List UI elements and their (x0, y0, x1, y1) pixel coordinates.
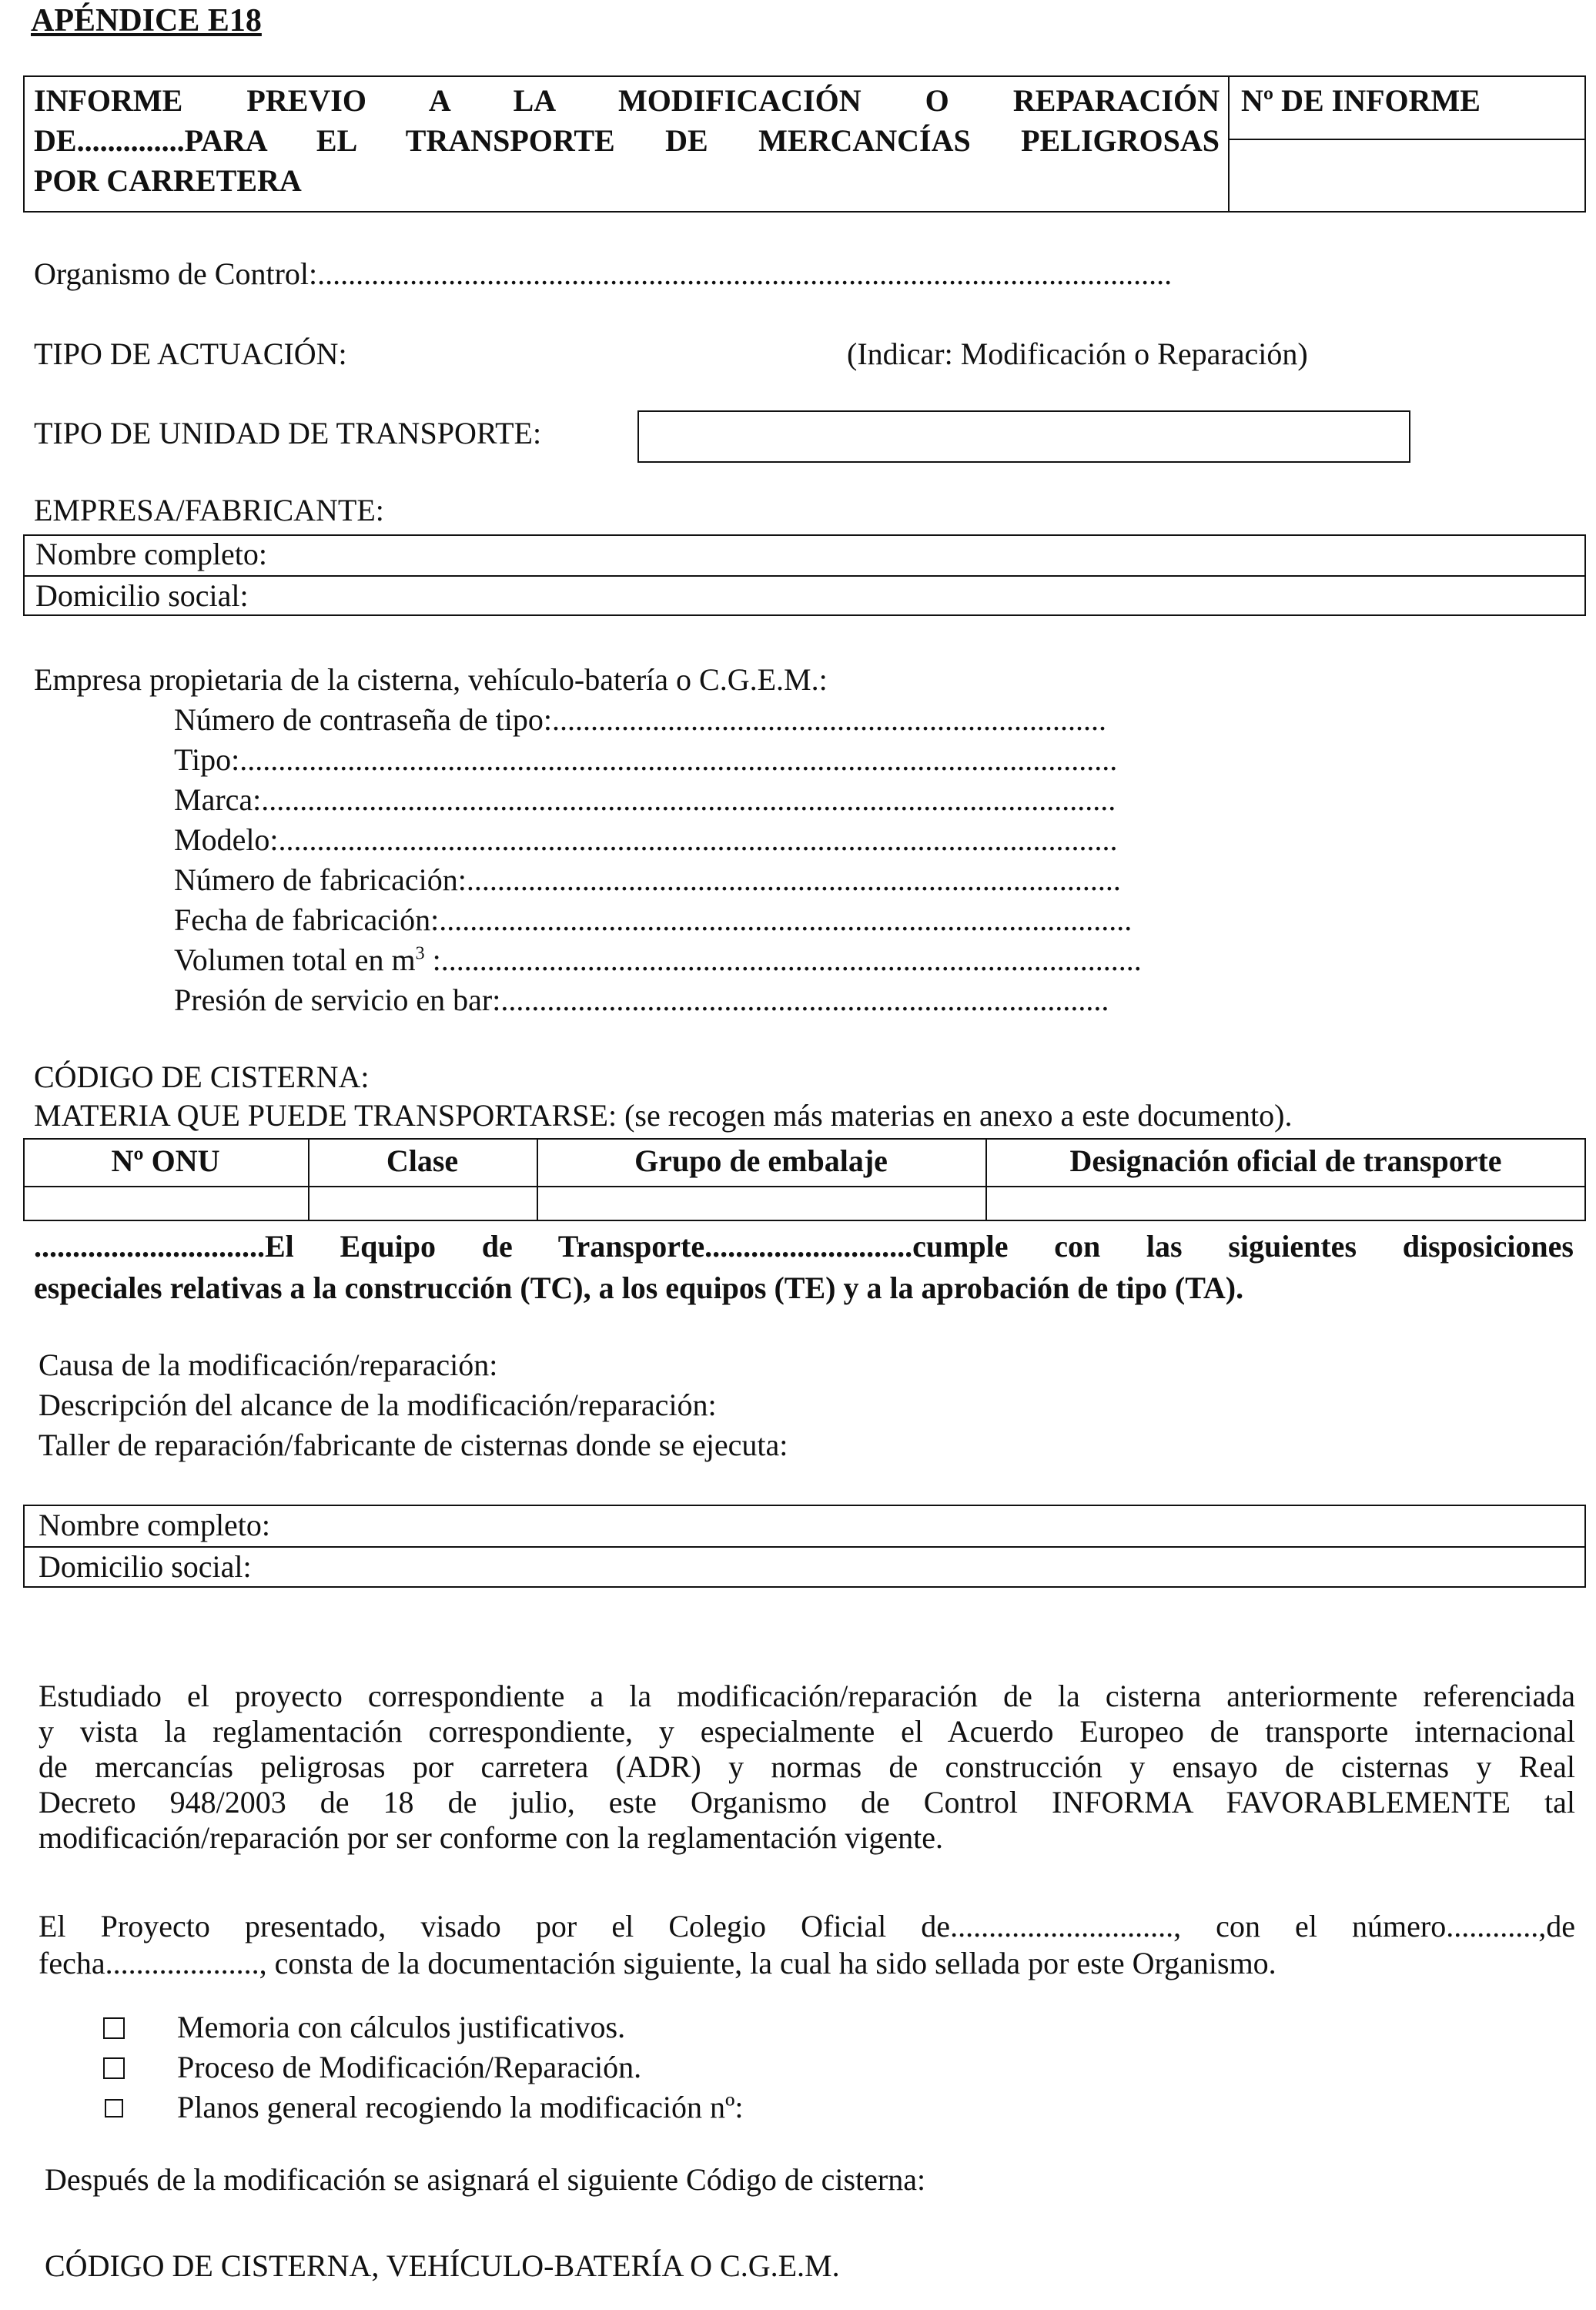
tipo-unidad-input[interactable] (637, 410, 1410, 463)
proyecto-paragraph (38, 1908, 1575, 1982)
checklist-planos-label: Planos general recogiendo la modificación nº: (177, 2090, 744, 2124)
tipo-field: Tipo:.................................................................................................................. (174, 742, 1118, 777)
materia-header-grupo: Grupo de embalaje (634, 1143, 888, 1178)
empresa-domicilio-label: Domicilio social: (35, 578, 249, 613)
final-codigo-line: CÓDIGO DE CISTERNA, VEHÍCULO-BATERÍA O C.G.E.M. (45, 2248, 840, 2283)
codigo-cisterna-label: CÓDIGO DE CISTERNA: (34, 1060, 370, 1094)
materia-header-onu: Nº ONU (111, 1143, 220, 1178)
report-header-divider (1228, 75, 1230, 213)
organismo-control-field: Organismo de Control:............................................................................................................... (34, 256, 1173, 291)
numero-contrasena-field: Número de contraseña de tipo:........................................................................ (174, 702, 1106, 737)
estudiado-line-5: modificación/reparación por ser conforme con la reglamentación vigente. (38, 1820, 944, 1855)
modelo-field: Modelo:............................................................................................................. (174, 822, 1118, 857)
equipo-statement-line1: ..............................El Equipo de Transporte...........................cumple con las siguientes disposiciones (34, 1229, 1574, 1264)
report-number-label: Nº DE INFORME (1241, 83, 1481, 118)
materia-header-clase: Clase (386, 1143, 459, 1178)
taller-table-row-divider (23, 1546, 1586, 1548)
checkbox-proceso[interactable] (103, 2057, 125, 2079)
empresa-propietaria-heading: Empresa propietaria de la cisterna, vehículo-batería o C.G.E.M.: (34, 662, 828, 697)
taller-domicilio-label: Domicilio social: (38, 1549, 252, 1584)
report-header-line3: POR CARRETERA (34, 163, 302, 198)
equipo-statement-line2: especiales relativas a la construcción (TC), a los equipos (TE) y a la aprobación de tipo (TA). (34, 1270, 1244, 1305)
volumen-total-field: Volumen total en $m^3$ :........................................................................................... (174, 942, 1142, 977)
empresa-nombre-label: Nombre completo: (35, 537, 268, 571)
tipo-actuacion-hint: (Indicar: Modificación o Reparación) (847, 336, 1308, 371)
proyecto-line-1: El Proyecto presentado, visado por el Colegio Oficial de............................., con el número............,de (38, 1909, 1575, 1943)
tipo-unidad-label: TIPO DE UNIDAD DE TRANSPORTE: (34, 416, 542, 450)
proyecto-line-2: fecha...................., consta de la documentación siguiente, la cual ha sido sellada por este Organismo. (38, 1946, 1276, 1980)
presion-servicio-field: Presión de servicio en bar:............................................................................... (174, 983, 1109, 1017)
taller-nombre-label: Nombre completo: (38, 1508, 271, 1542)
empresa-fabricante-row-divider (23, 575, 1586, 577)
estudiado-paragraph (38, 1679, 1575, 1856)
causa-label: Causa de la modificación/reparación: (38, 1348, 498, 1382)
tipo-actuacion-label: TIPO DE ACTUACIÓN: (34, 336, 347, 371)
marca-field: Marca:............................................................................................................... (174, 782, 1116, 817)
checklist-memoria-label: Memoria con cálculos justificativos. (177, 2010, 626, 2044)
despues-line: Después de la modificación se asignará el siguiente Código de cisterna: (45, 2162, 926, 2197)
materia-label: MATERIA QUE PUEDE TRANSPORTARSE: (se recogen más materias en anexo a este documento). (34, 1098, 1293, 1133)
estudiado-line-1: Estudiado el proyecto correspondiente a la modificación/reparación de la cisterna anteriormente referenciada (38, 1679, 1575, 1713)
report-header-line1: INFORME PREVIO A LA MODIFICACIÓN O REPARACIÓN (34, 83, 1220, 118)
checkbox-planos[interactable] (105, 2099, 123, 2118)
fecha-fabricacion-field: Fecha de fabricación:.......................................................................................... (174, 902, 1133, 937)
report-header-line2: DE..............PARA EL TRANSPORTE DE MERCANCÍAS PELIGROSAS (34, 123, 1220, 158)
estudiado-line-2: y vista la reglamentación correspondiente, y especialmente el Acuerdo Europeo de transporte internacional (38, 1714, 1575, 1749)
checklist-proceso-label: Proceso de Modificación/Reparación. (177, 2050, 642, 2084)
appendix-title: APÉNDICE E18 (31, 3, 262, 38)
taller-label: Taller de reparación/fabricante de cisternas donde se ejecuta: (38, 1428, 788, 1462)
checkbox-memoria[interactable] (103, 2017, 125, 2039)
report-number-divider (1228, 139, 1586, 140)
descripcion-alcance-label: Descripción del alcance de la modificación/reparación: (38, 1388, 717, 1422)
numero-fabricacion-field: Número de fabricación:..................................................................................... (174, 862, 1121, 897)
materia-table-header-divider (23, 1186, 1586, 1187)
materia-header-designacion: Designación oficial de transporte (1069, 1143, 1502, 1178)
estudiado-line-3: de mercancías peligrosas por carretera (ADR) y normas de construcción y ensayo de cisternas y Real (38, 1749, 1575, 1784)
estudiado-line-4: Decreto 948/2003 de 18 de julio, este Organismo de Control INFORMA FAVORABLEMENTE tal (38, 1785, 1575, 1820)
empresa-fabricante-heading: EMPRESA/FABRICANTE: (34, 493, 384, 527)
